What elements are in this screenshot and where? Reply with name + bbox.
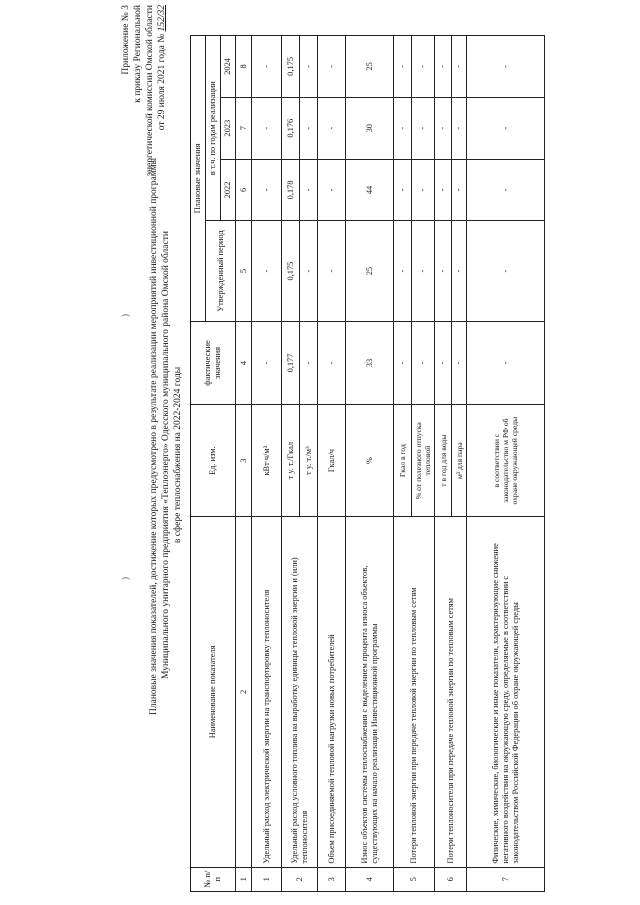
row-2024: - bbox=[467, 36, 545, 98]
row-2023: - bbox=[412, 97, 435, 159]
row-2023: - bbox=[318, 97, 346, 159]
row-2023: - bbox=[452, 97, 467, 159]
row-approved: 0,175 bbox=[282, 221, 300, 322]
scan-mark-right: ) bbox=[120, 314, 130, 317]
row-unit: м³ для пара bbox=[452, 405, 467, 517]
row-2022: - bbox=[252, 159, 282, 221]
row-2022: - bbox=[300, 159, 318, 221]
row-2023: 30 bbox=[346, 97, 394, 159]
row-unit: т у. т./м³ bbox=[300, 405, 318, 517]
row-actual: - bbox=[394, 321, 412, 404]
row-actual: - bbox=[467, 321, 545, 404]
row-2022: 44 bbox=[346, 159, 394, 221]
row-2022: 0,178 bbox=[282, 159, 300, 221]
title-line-2: Муниципального унитарного предприятия «Теплоэнерго» Одесского муниципального района Омской области bbox=[161, 231, 171, 679]
row-approved: - bbox=[252, 221, 282, 322]
row-2024: - bbox=[394, 36, 412, 98]
header-year-2024: 2024 bbox=[221, 36, 236, 98]
row-unit: кВт∙ч/м³ bbox=[252, 405, 282, 517]
row-2022: - bbox=[394, 159, 412, 221]
table-row bbox=[282, 36, 300, 892]
document-title bbox=[148, 157, 184, 715]
appendix-order-ref: к приказу Региональной bbox=[133, 5, 143, 103]
row-actual: - bbox=[318, 321, 346, 404]
appendix-number: Приложение № 3 bbox=[121, 5, 131, 75]
row-2022: - bbox=[435, 159, 452, 221]
column-numbers-row bbox=[236, 36, 252, 892]
row-actual: 33 bbox=[346, 321, 394, 404]
row-2023: - bbox=[394, 97, 412, 159]
title-line-3: в сфере теплоснабжения на 2022-2024 годы bbox=[173, 366, 183, 544]
row-actual: - bbox=[452, 321, 467, 404]
row-2024: 25 bbox=[346, 36, 394, 98]
header-unit: Ед. изм. bbox=[191, 405, 236, 517]
row-2022: - bbox=[452, 159, 467, 221]
row-approved: - bbox=[394, 221, 412, 322]
row-actual: - bbox=[300, 321, 318, 404]
table-row bbox=[394, 36, 412, 892]
row-2024: - bbox=[435, 36, 452, 98]
row-num: 3 bbox=[318, 867, 346, 891]
table-row bbox=[467, 36, 545, 892]
row-actual: - bbox=[435, 321, 452, 404]
col-number: 1 bbox=[236, 867, 252, 891]
appendix-date: от 29 июля 2021 года № bbox=[157, 33, 167, 131]
row-2022: - bbox=[467, 159, 545, 221]
row-actual: - bbox=[412, 321, 435, 404]
header-approved: Утвержденный период bbox=[206, 221, 236, 322]
row-2024: - bbox=[412, 36, 435, 98]
col-number: 5 bbox=[236, 221, 252, 322]
indicators-table bbox=[190, 35, 545, 892]
row-2023: - bbox=[435, 97, 452, 159]
col-number: 8 bbox=[236, 36, 252, 98]
row-2024: - bbox=[452, 36, 467, 98]
row-indicator: Потери тепловой энергии при передаче тепловой энергии по тепловым сетям bbox=[394, 517, 435, 867]
header-plan: Плановые значения bbox=[191, 36, 206, 322]
header-year-2022: 2022 bbox=[221, 159, 236, 221]
row-indicator: Износ объектов системы теплоснабжения с выделением процента износа объектов, существующих на начало реализации Инвестиционной программы bbox=[346, 517, 394, 867]
title-line-1: Плановые значения показателей, достижение которых предусмотрено в результате реализации мероприятий инвестиционной программы bbox=[149, 157, 159, 715]
row-indicator: Потери теплоносителя при передаче тепловой энергии по тепловым сетям bbox=[435, 517, 467, 867]
row-2024: - bbox=[252, 36, 282, 98]
row-2022: - bbox=[412, 159, 435, 221]
header-num: № п/п bbox=[191, 867, 236, 891]
row-num: 4 bbox=[346, 867, 394, 891]
row-2023: - bbox=[467, 97, 545, 159]
row-approved: - bbox=[435, 221, 452, 322]
appendix-commission: энергетической комиссии Омской области bbox=[145, 5, 155, 177]
header-by-years: в т.ч. по годам реализации bbox=[206, 36, 221, 221]
row-indicator: Объем присоединяемой тепловой нагрузки новых потребителей bbox=[318, 517, 346, 867]
row-unit: Гкал в год bbox=[394, 405, 412, 517]
row-indicator: Физические, химические, биологические и иные показатели, характеризующие снижение негативного воздействия на окружающую среду, определяемые в соответствии с законодательством Российской Федерации об охране окружающей среды bbox=[467, 517, 545, 867]
row-num: 1 bbox=[252, 867, 282, 891]
table-row bbox=[318, 36, 346, 892]
row-num: 2 bbox=[282, 867, 318, 891]
row-approved: - bbox=[318, 221, 346, 322]
row-2023: 0,176 bbox=[282, 97, 300, 159]
col-number: 2 bbox=[236, 517, 252, 867]
row-indicator: Удельный расход электрической энергии на транспортировку теплоносителя bbox=[252, 517, 282, 867]
col-number: 7 bbox=[236, 97, 252, 159]
table-row bbox=[435, 36, 452, 892]
row-approved: - bbox=[452, 221, 467, 322]
row-2024: - bbox=[318, 36, 346, 98]
scan-mark-left: ) bbox=[120, 577, 130, 580]
order-number-handwritten: 152/32 bbox=[157, 5, 167, 32]
row-num: 5 bbox=[394, 867, 435, 891]
col-number: 3 bbox=[236, 405, 252, 517]
col-number: 4 bbox=[236, 321, 252, 404]
row-num: 6 bbox=[435, 867, 467, 891]
row-unit: т в год для воды bbox=[435, 405, 452, 517]
row-approved: - bbox=[467, 221, 545, 322]
header-row-1 bbox=[191, 36, 206, 892]
table-row bbox=[252, 36, 282, 892]
row-actual: - bbox=[252, 321, 282, 404]
row-approved: - bbox=[300, 221, 318, 322]
header-actual: фактические значения bbox=[191, 321, 236, 404]
col-number: 6 bbox=[236, 159, 252, 221]
header-name: Наименование показателя bbox=[191, 517, 236, 867]
row-unit: % bbox=[346, 405, 394, 517]
row-2024: 0,175 bbox=[282, 36, 300, 98]
row-unit: Гкал/ч bbox=[318, 405, 346, 517]
row-approved: - bbox=[412, 221, 435, 322]
row-unit: в соответствии с законодательство м РФ об охране окружающей среды bbox=[467, 405, 545, 517]
row-approved: 25 bbox=[346, 221, 394, 322]
row-actual: 0,177 bbox=[282, 321, 300, 404]
row-2024: - bbox=[300, 36, 318, 98]
row-2023: - bbox=[300, 97, 318, 159]
row-unit: т у. т./Гкал bbox=[282, 405, 300, 517]
row-indicator: Удельный расход условного топлива на выработку единицы тепловой энергии и (или) теплоносителя bbox=[282, 517, 318, 867]
row-2023: - bbox=[252, 97, 282, 159]
table-row bbox=[346, 36, 394, 892]
row-2022: - bbox=[318, 159, 346, 221]
row-num: 7 bbox=[467, 867, 545, 891]
row-unit: % от полезного отпуска тепловой bbox=[412, 405, 435, 517]
header-year-2023: 2023 bbox=[221, 97, 236, 159]
